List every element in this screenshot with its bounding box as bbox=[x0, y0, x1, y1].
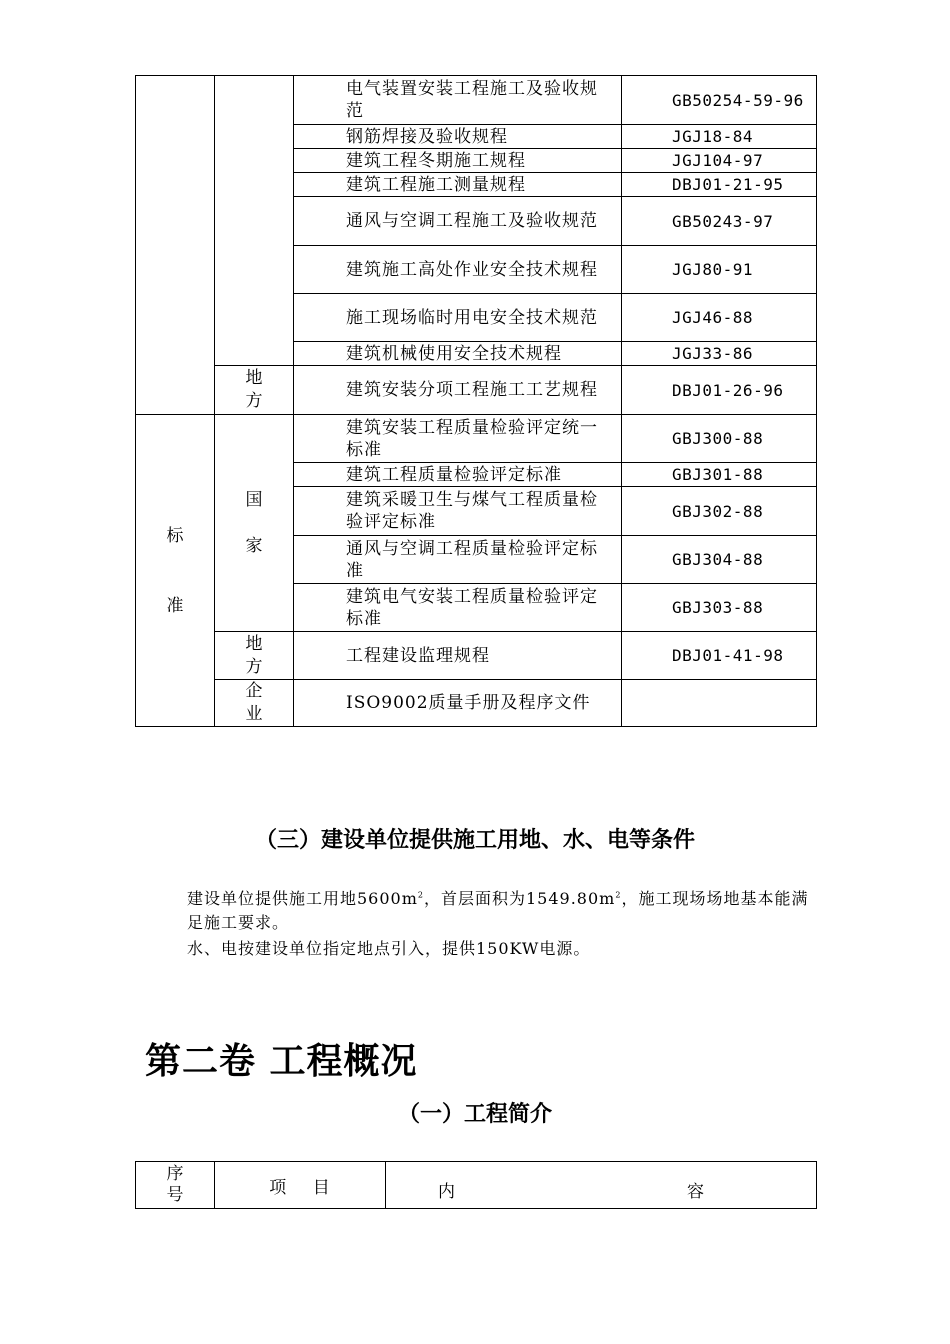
standard-name: 钢筋焊接及验收规程 bbox=[294, 125, 622, 149]
standard-code: JGJ18-84 bbox=[622, 125, 817, 149]
standard-code: JGJ104-97 bbox=[622, 149, 817, 173]
table-header-row bbox=[136, 1162, 817, 1209]
table-row bbox=[136, 366, 817, 415]
standard-code: DBJ01-21-95 bbox=[622, 173, 817, 197]
category-local: 地 方 bbox=[215, 632, 294, 680]
section-title-intro: （一）工程简介 bbox=[397, 1102, 552, 1127]
standard-code: GB50254-59-96 bbox=[622, 76, 817, 125]
standards-table bbox=[135, 75, 817, 727]
standard-name: 工程建设监理规程 bbox=[294, 632, 622, 680]
standard-name: 建筑机械使用安全技术规程 bbox=[294, 342, 622, 366]
standard-code: GBJ300-88 bbox=[622, 415, 817, 463]
standard-name: 施工现场临时用电安全技术规范 bbox=[294, 294, 622, 342]
header-seq: 序 号 bbox=[136, 1162, 215, 1209]
standard-name: 电气装置安装工程施工及验收规范 bbox=[294, 76, 622, 125]
table-row bbox=[136, 415, 817, 463]
standard-code: GBJ301-88 bbox=[622, 463, 817, 487]
standard-name: 通风与空调工程质量检验评定标准 bbox=[294, 536, 622, 584]
standard-name: ISO9002质量手册及程序文件 bbox=[294, 680, 622, 727]
standard-name: 建筑采暖卫生与煤气工程质量检验评定标准 bbox=[294, 487, 622, 536]
standard-code: GBJ302-88 bbox=[622, 487, 817, 536]
category-cell-empty bbox=[136, 76, 215, 415]
header-item: 项 目 bbox=[215, 1162, 386, 1209]
category-standard: 标 准 bbox=[136, 415, 215, 727]
standard-code: JGJ33-86 bbox=[622, 342, 817, 366]
paragraph-site-conditions: 建设单位提供施工用地$5600m^2$，首层面积为$1549.80m^2$，施工现场场地基本能满足施工要求。 bbox=[187, 889, 809, 932]
table-row bbox=[136, 632, 817, 680]
volume-title: 第二卷 工程概况 bbox=[145, 1041, 418, 1082]
standard-name: 建筑工程质量检验评定标准 bbox=[294, 463, 622, 487]
standard-code: GB50243-97 bbox=[622, 197, 817, 246]
standard-name: 建筑施工高处作业安全技术规程 bbox=[294, 246, 622, 294]
standard-code bbox=[622, 680, 817, 727]
category-enterprise: 企 业 bbox=[215, 680, 294, 727]
category-cell-empty bbox=[215, 76, 294, 366]
standard-name: 建筑电气安装工程质量检验评定标准 bbox=[294, 584, 622, 632]
header-content: 内 容 bbox=[386, 1162, 817, 1209]
category-local: 地 方 bbox=[215, 366, 294, 415]
table-row bbox=[136, 680, 817, 727]
overview-table bbox=[135, 1161, 817, 1209]
standard-code: DBJ01-26-96 bbox=[622, 366, 817, 415]
standard-code: JGJ46-88 bbox=[622, 294, 817, 342]
standard-name: 建筑工程冬期施工规程 bbox=[294, 149, 622, 173]
category-national: 国 家 bbox=[215, 415, 294, 632]
section-title-conditions: （三）建设单位提供施工用地、水、电等条件 bbox=[254, 828, 695, 853]
standard-code: GBJ304-88 bbox=[622, 536, 817, 584]
standard-name: 建筑安装分项工程施工工艺规程 bbox=[294, 366, 622, 415]
standard-name: 建筑安装工程质量检验评定统一标准 bbox=[294, 415, 622, 463]
standard-name: 建筑工程施工测量规程 bbox=[294, 173, 622, 197]
standard-name: 通风与空调工程施工及验收规范 bbox=[294, 197, 622, 246]
table-row bbox=[136, 76, 817, 125]
standard-code: GBJ303-88 bbox=[622, 584, 817, 632]
standard-code: JGJ80-91 bbox=[622, 246, 817, 294]
paragraph-water-power: 水、电按建设单位指定地点引入，提供150KW电源。 bbox=[187, 939, 591, 958]
standard-code: DBJ01-41-98 bbox=[622, 632, 817, 680]
